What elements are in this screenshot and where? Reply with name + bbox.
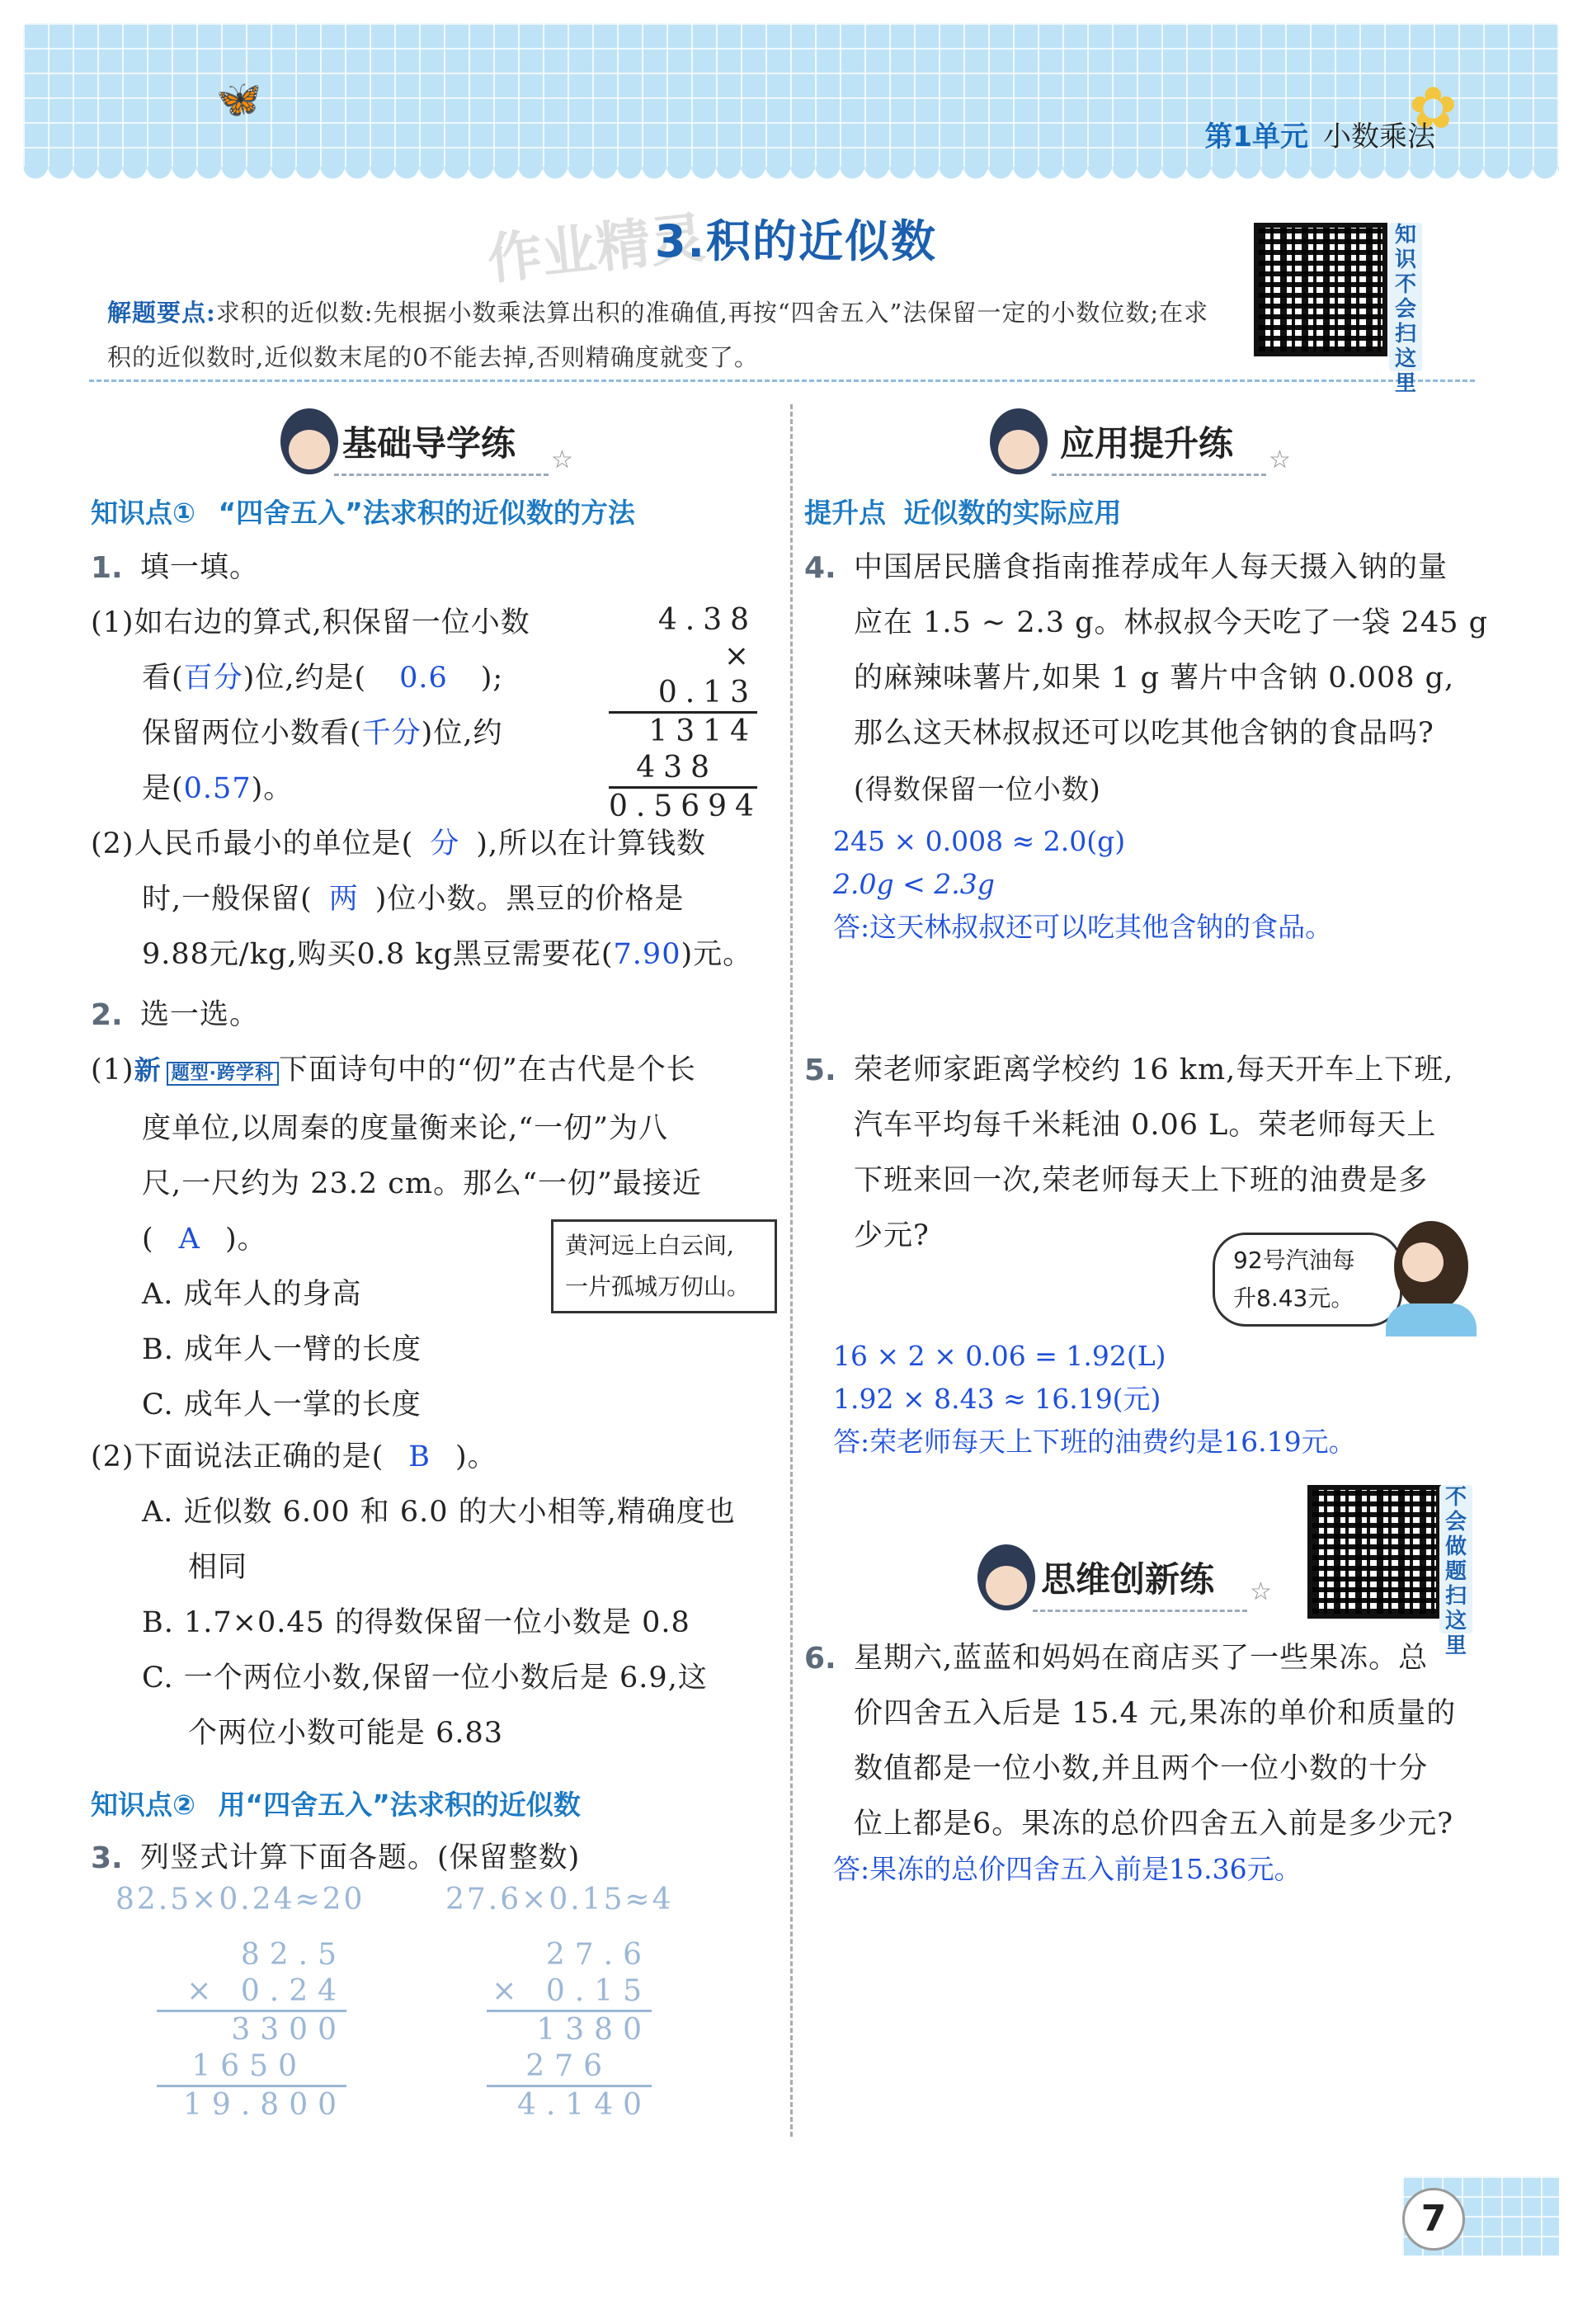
star-icon: ☆ — [1269, 445, 1291, 474]
q5-answer: 16 × 2 × 0.06 = 1.92(L) 1.92 × 8.43 ≈ 16.19(元) 答:荣老师每天上下班的油费约是16.19元。 — [833, 1340, 1356, 1458]
option: B. 成年人一臂的长度 — [142, 1333, 422, 1366]
section-title-basic: 基础导学练 — [342, 417, 516, 466]
new-type-tag: 新 题型·跨学科 — [134, 1054, 279, 1086]
knowledge-point-1: 知识点① “四舍五入”法求积的近似数的方法 — [91, 497, 635, 529]
qr-tag: 不会做题扫这里 — [1439, 1485, 1472, 1633]
teacher-body-icon — [1386, 1303, 1477, 1336]
q2-part2: (2)下面说法正确的是( B )。 A. 近似数 6.00 和 6.0 的大小相等,精确度也 相同 B. 1.7×0.45 的得数保留一位小数是 0.8 C. 一个两位小数,保留一位小数后是 6.9,这 个两位小数可能是 6.83 — [91, 1440, 736, 1750]
section-title-apply: 应用提升练 — [1060, 417, 1233, 466]
qr-tag: 知识不会扫这里 — [1389, 223, 1422, 371]
question-stem: 填一填。 — [140, 551, 260, 584]
teacher-icon — [1394, 1221, 1468, 1312]
unit-label: 第1单元 小数乘法 — [1204, 120, 1435, 153]
question-number: 1. — [91, 551, 123, 585]
q4-text: 中国居民膳食指南推荐成年人每天摄入钠的量 应在 1.5 ~ 2.3 g。林叔叔今天吃了一袋 245 g 的麻辣味薯片,如果 1 g 薯片中含钠 0.008 g, 那么这天林叔叔还可以吃其他含钠的食品吗? (得数保留一位小数) — [854, 551, 1489, 805]
vertical-calculation: 27.6 × 0.15 1380 276 4.140 — [487, 1937, 652, 2124]
question-number: 3. — [91, 1841, 123, 1875]
question-number: 6. — [804, 1642, 836, 1676]
vertical-calculation: 82.5 × 0.24 3300 1650 19.800 — [157, 1937, 346, 2124]
vertical-calculation: 4.38 × 0.13 1314 438 0.5694 — [609, 603, 762, 823]
watermark: 作业精灵 — [484, 205, 708, 292]
question-number: 2. — [91, 998, 123, 1032]
q1-part1: (1)如右边的算式,积保留一位小数 看(百分)位,约是( 0.6 ); 保留两位小数看(千分)位,约 是(0.57)。 — [91, 606, 530, 805]
page-title: 3.积的近似数 — [654, 215, 938, 267]
column-divider — [790, 404, 793, 2137]
question-number: 4. — [804, 551, 836, 585]
expression-2: 27.6×0.15≈4 — [445, 1883, 674, 1916]
question-stem: 列竖式计算下面各题。(保留整数) — [140, 1841, 581, 1874]
page-number: 7 — [1402, 2176, 1559, 2256]
option: C. 成年人一掌的长度 — [142, 1388, 422, 1421]
butterfly-icon: 🦋 — [216, 78, 261, 120]
option: A. 成年人的身高 — [142, 1278, 362, 1311]
mascot-icon — [977, 1544, 1035, 1610]
qr-code-icon[interactable] — [1254, 223, 1387, 356]
mascot-icon — [280, 408, 338, 474]
speech-bubble: 92号汽油每 升8.43元。 — [1213, 1233, 1402, 1327]
q4-answer: 245 × 0.008 ≈ 2.0(g) 2.0g < 2.3g 答:这天林叔叔还可以吃其他含钠的食品。 — [833, 825, 1333, 943]
question-stem: 选一选。 — [140, 998, 260, 1031]
mascot-icon — [990, 408, 1048, 474]
star-icon: ☆ — [1250, 1577, 1272, 1606]
q6-text: 星期六,蓝蓝和妈妈在商店买了一些果冻。总 价四舍五入后是 15.4 元,果冻的单价和质量的 数值都是一位小数,并且两个一位小数的十分 位上都是6。果冻的总价四舍五入前是多少元? — [854, 1642, 1457, 1841]
section-title-creative: 思维创新练 — [1041, 1553, 1214, 1602]
q2-part1: (1)新 题型·跨学科 下面诗句中的“仞”在古代是个长 度单位,以周秦的度量衡来论,“一仞”为八 尺,一尺约为 23.2 cm。那么“一仞”最接近 ( A )。 A. 成年人的身高 B. 成年人一臂的长度 C. 成年人一掌的长度 — [91, 1043, 775, 1433]
poem-box: 黄河远上白云间, 一片孤城万仞山。 — [551, 1219, 777, 1313]
star-icon: ☆ — [551, 445, 573, 474]
q1-part2: (2)人民币最小的单位是( 分 ),所以在计算钱数 时,一般保留( 两 )位小数。黑豆的价格是 9.88元/kg,购买0.8 kg黑豆需要花(7.90)元。 — [91, 827, 753, 971]
knowledge-point-2: 知识点② 用“四舍五入”法求积的近似数 — [91, 1789, 581, 1821]
q6-answer: 答:果冻的总价四舍五入前是15.36元。 — [833, 1853, 1302, 1885]
key-points-text: 解题要点:求积的近似数:先根据小数乘法算出积的准确值,再按“四舍五入”法保留一定的小数位数;在求积的近似数时,近似数末尾的0不能去掉,否则精确度就变了。 — [107, 299, 1209, 371]
question-number: 5. — [804, 1054, 836, 1087]
flower-icon: ✿ — [1409, 74, 1458, 142]
expression-1: 82.5×0.24≈20 — [115, 1883, 365, 1916]
q5-text: 荣老师家距离学校约 16 km,每天开车上下班, 汽车平均每千米耗油 0.06 L。荣老师每天上 下班来回一次,荣老师每天上下班的油费是多 少元? — [854, 1054, 1454, 1252]
qr-code-icon[interactable] — [1307, 1485, 1441, 1619]
improvement-point: 提升点 近似数的实际应用 — [804, 497, 1122, 529]
